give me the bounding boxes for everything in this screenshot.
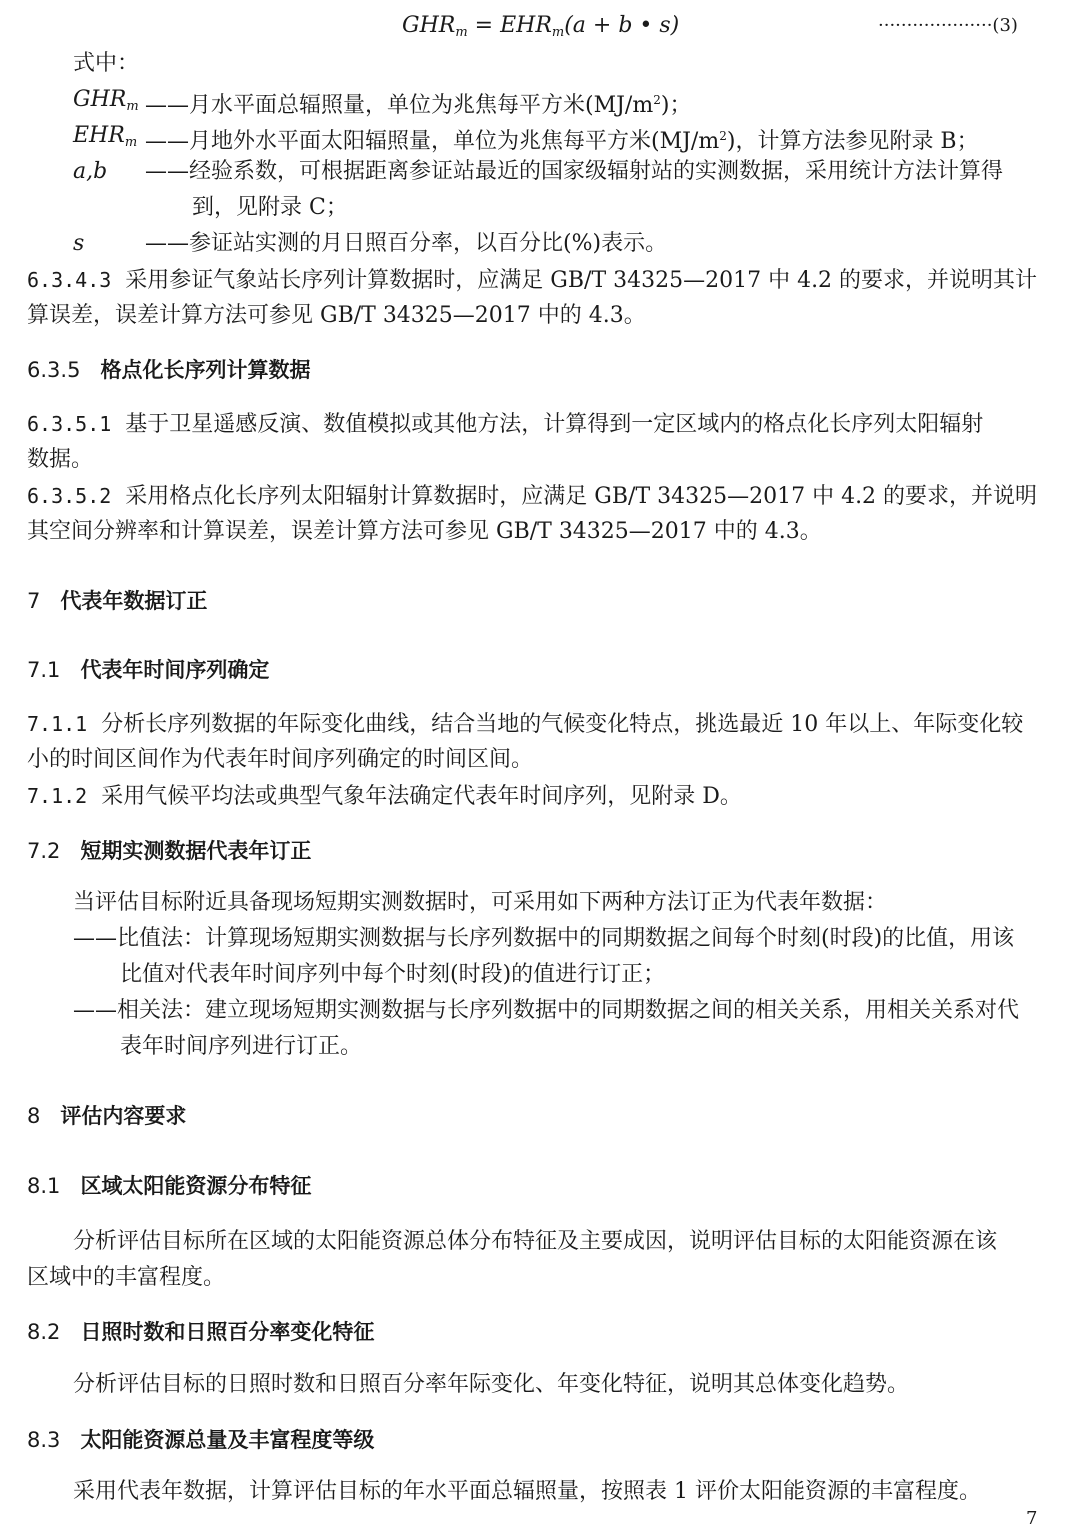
clause-line1: 采用参证气象站长序列计算数据时，应满足 GB/T 34325—2017 中 4.2 的要求，并说明其计 — [125, 268, 1038, 293]
def-symbol: a,b — [73, 159, 108, 184]
clause-line2: 小的时间区间作为代表年时间序列确定的时间区间。 — [27, 747, 534, 772]
def-symbol: GHR — [73, 87, 127, 112]
formula-lhs: GHR — [402, 13, 456, 38]
heading-8 — [27, 1102, 186, 1130]
def-sup: 2 — [719, 129, 727, 143]
paragraph-8-3: 采用代表年数据，计算评估目标的年水平面总辐照量，按照表 1 评价太阳能资源的丰富程度。 — [73, 1479, 981, 1504]
paragraph-8-2: 分析评估目标的日照时数和日照百分率年际变化、年变化特征，说明其总体变化趋势。 — [73, 1372, 910, 1397]
list-item-line2: 比值对代表年时间序列中每个时刻(时段)的值进行订正； — [120, 962, 666, 987]
clause-line1: 采用格点化长序列太阳辐射计算数据时，应满足 GB/T 34325—2017 中 4.2 的要求，并说明 — [125, 484, 1038, 509]
list-dash: —— — [73, 998, 117, 1023]
clause-line2: 数据。 — [27, 447, 94, 472]
heading-7-1 — [27, 656, 269, 684]
heading-number: 7 — [27, 589, 41, 613]
heading-number: 8 — [27, 1104, 41, 1128]
clause-7-1-2 — [27, 782, 742, 811]
paragraph-line1: 分析评估目标所在区域的太阳能资源总体分布特征及主要成因，说明评估目标的太阳能资源在该 — [73, 1229, 998, 1254]
clause-number: 6.3.5.1 — [27, 412, 112, 436]
clause-text: 采用气候平均法或典型气象年法确定代表年时间序列，见附录 D。 — [101, 784, 742, 809]
paragraph-7-2-intro: 当评估目标附近具备现场短期实测数据时，可采用如下两种方法订正为代表年数据： — [73, 890, 888, 915]
list-item-line1: 比值法：计算现场短期实测数据与长序列数据中的同期数据之间每个时刻(时段)的比值，用该 — [117, 926, 1015, 951]
formula-3 — [402, 12, 679, 47]
clause-number: 7.1.1 — [27, 712, 88, 736]
def-text: 参证站实测的月日照百分率，以百分比(%)表示。 — [189, 231, 668, 256]
list-item-line2: 表年时间序列进行订正。 — [120, 1034, 363, 1059]
heading-8-1 — [27, 1172, 311, 1200]
heading-title: 格点化长序列计算数据 — [100, 358, 311, 382]
list-dash: —— — [73, 926, 117, 951]
clause-number: 6.3.5.2 — [27, 484, 112, 508]
def-text: 月水平面总辐照量，单位为兆焦每平方米(MJ/m — [189, 93, 654, 118]
def-dash: —— — [145, 93, 189, 118]
formula-rhs-tail: (a + b • s) — [564, 13, 680, 38]
clause-line2: 算误差，误差计算方法可参见 GB/T 34325—2017 中的 4.3。 — [27, 303, 646, 328]
heading-title: 区域太阳能资源分布特征 — [80, 1174, 312, 1198]
def-text-end: )； — [660, 93, 692, 118]
heading-title: 评估内容要求 — [60, 1104, 187, 1128]
heading-8-2 — [27, 1318, 374, 1346]
clause-line2: 其空间分辨率和计算误差，误差计算方法可参见 GB/T 34325—2017 中的 4.3。 — [27, 519, 822, 544]
heading-7-2 — [27, 837, 311, 865]
clause-line1: 分析长序列数据的年际变化曲线，结合当地的气候变化特点，挑选最近 10 年以上、年际变化较 — [101, 712, 1024, 737]
def-text-line2: 到，见附录 C； — [192, 195, 348, 220]
heading-6-3-5 — [27, 356, 310, 384]
heading-title: 代表年时间序列确定 — [80, 658, 270, 682]
clause-line1: 基于卫星遥感反演、数值模拟或其他方法，计算得到一定区域内的格点化长序列太阳辐射 — [125, 412, 984, 437]
formula-eq: = — [467, 13, 501, 38]
clause-number: 6.3.4.3 — [27, 268, 112, 292]
def-text-line1: 经验系数，可根据距离参证站最近的国家级辐射站的实测数据，采用统计方法计算得 — [189, 159, 1004, 184]
clause-number: 7.1.2 — [27, 784, 88, 808]
heading-8-3 — [27, 1426, 374, 1454]
def-symbol: EHR — [73, 123, 125, 148]
list-item-line1: 相关法：建立现场短期实测数据与长序列数据中的同期数据之间的相关关系，用相关关系对代 — [117, 998, 1020, 1023]
formula-rhs: EHR — [500, 13, 552, 38]
def-dash: —— — [145, 231, 189, 256]
def-text-end: )，计算方法参见附录 B； — [726, 129, 979, 154]
def-text: 月地外水平面太阳辐照量，单位为兆焦每平方米(MJ/m — [189, 129, 720, 154]
def-symbol-sub: m — [124, 135, 138, 150]
heading-number: 6.3.5 — [27, 358, 81, 382]
def-symbol: s — [73, 231, 85, 256]
heading-7 — [27, 587, 207, 615]
formula-number: ····················(3) — [878, 15, 1018, 36]
heading-number: 8.1 — [27, 1174, 61, 1198]
heading-number: 8.3 — [27, 1428, 61, 1452]
def-sup: 2 — [653, 93, 661, 107]
def-symbol-sub: m — [126, 99, 139, 114]
heading-number: 7.2 — [27, 839, 61, 863]
formula-rhs-sub: m — [551, 25, 565, 40]
formula-lhs-sub: m — [455, 25, 468, 40]
heading-title: 短期实测数据代表年订正 — [80, 839, 312, 863]
def-dash: —— — [145, 159, 189, 184]
where-label: 式中： — [73, 51, 140, 76]
heading-title: 太阳能资源总量及丰富程度等级 — [80, 1428, 375, 1452]
heading-number: 7.1 — [27, 658, 61, 682]
def-dash: —— — [145, 129, 189, 154]
heading-number: 8.2 — [27, 1320, 61, 1344]
heading-title: 代表年数据订正 — [60, 589, 208, 613]
page-number: 7 — [1026, 1508, 1038, 1529]
heading-title: 日照时数和日照百分率变化特征 — [80, 1320, 375, 1344]
paragraph-line2: 区域中的丰富程度。 — [27, 1265, 226, 1290]
